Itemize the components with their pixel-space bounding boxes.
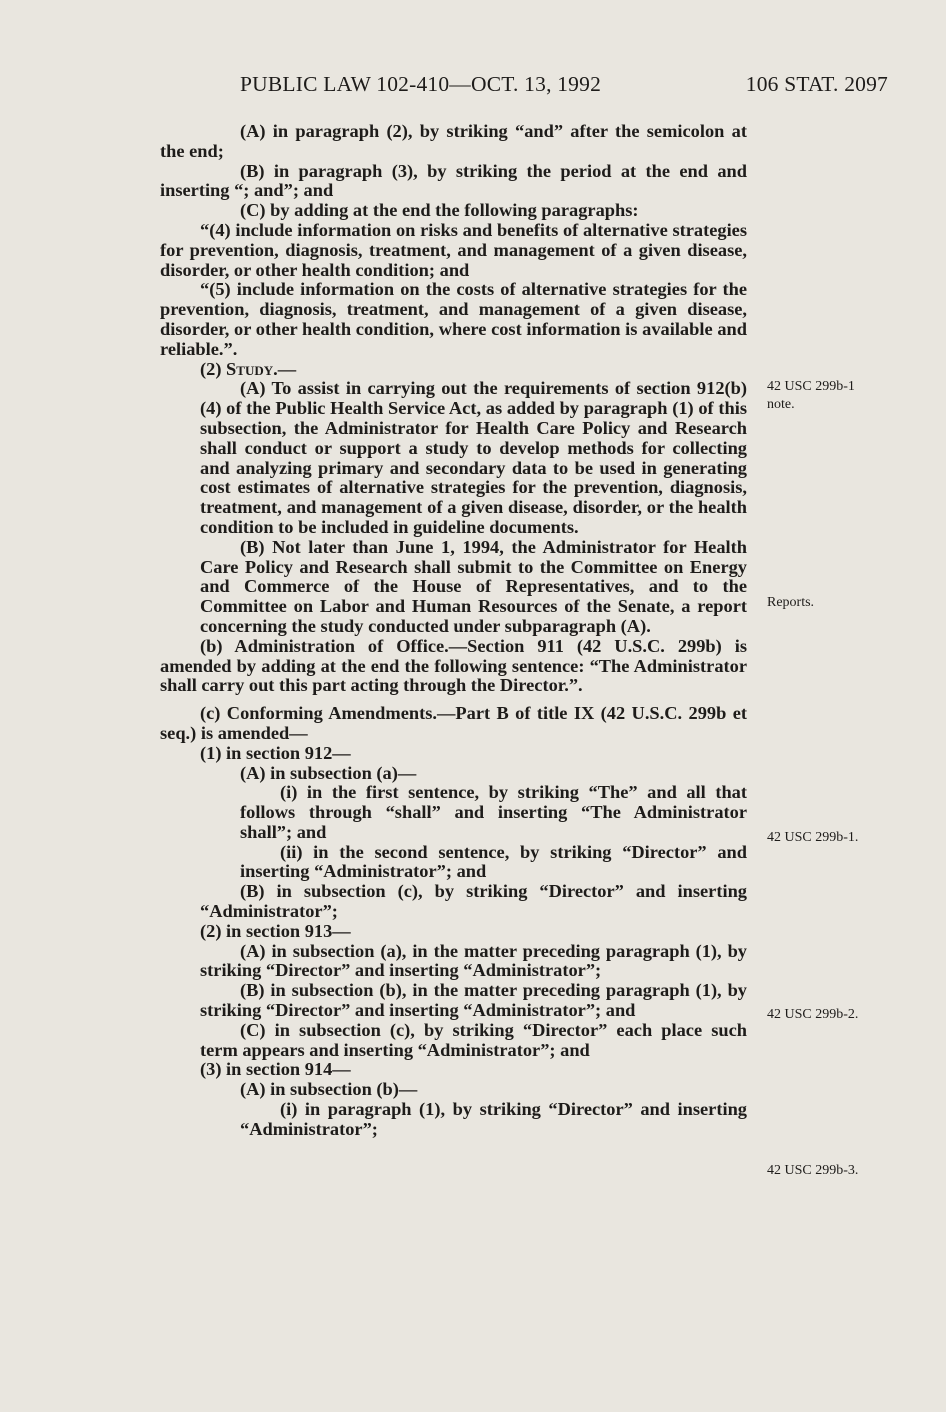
paragraph: (b) Administration of Office.—Section 911 (42 U.S.C. 299b) is amended by adding at the end the following sentence: “The Administrator shall carry out this part acting through the Director.”. [160,635,747,696]
header-title: PUBLIC LAW 102-410—OCT. 13, 1992 [240,72,602,96]
paragraph: (B) in subsection (c), by striking “Director” and inserting “Administrator”; [200,881,747,922]
margin-note-reports: Reports. [767,595,815,610]
paragraph: (ii) in the second sentence, by striking “Director” and inserting “Administrator”; and [240,841,747,882]
document-body [160,122,747,1140]
paragraph: (2) in section 913— [200,920,351,941]
paragraph: (1) in section 912— [200,742,351,763]
margin-note-note: note. [767,397,795,412]
paragraph: (A) in paragraph (2), by striking “and” after the semicolon at the end; [160,121,747,161]
paragraph: (A) in subsection (a), in the matter preceding paragraph (1), by striking “Director” and inserting “Administrator”; [200,940,747,981]
paragraph: (B) Not later than June 1, 1994, the Administrator for Health Care Policy and Research shall submit to the Committee on Energy and Commerce of the House of Representatives, and to the Committee on Labor and Human Resources of the Senate, a report concerning the study conducted under subparagraph (A). [200,536,747,636]
header-page-number: 106 STAT. 2097 [745,72,888,96]
page-header [240,72,888,102]
paragraph: (C) by adding at the end the following paragraphs: [240,200,639,221]
section-heading: (2) Study.— [200,358,297,379]
paragraph: (c) Conforming Amendments.—Part B of title IX (42 U.S.C. 299b et seq.) is amended— [160,703,747,743]
paragraph: (i) in paragraph (1), by striking “Director” and inserting “Administrator”; [240,1099,747,1139]
quoted-paragraph: “(4) include information on risks and benefits of alternative strategies for prevention, diagnosis, treatment, and management of a given disease, disorder, or other health condition; and [160,219,747,280]
paragraph: (i) in the first sentence, by striking “The” and all that follows through “shall” and inserting “The Administrator shall”; and [240,782,747,842]
paragraph: (C) in subsection (c), by striking “Director” each place such term appears and inserting “Administrator”; and [200,1019,747,1060]
paragraph: (A) in subsection (a)— [240,762,417,783]
margin-note-usc-299b-2: 42 USC 299b-2. [767,1007,859,1022]
quoted-paragraph: “(5) include information on the costs of alternative strategies for the prevention, diagnosis, treatment, and management of a given disease, disorder, or other health condition, where cost information is available and reliable.”. [160,279,747,359]
paragraph: (3) in section 914— [200,1059,351,1080]
paragraph: (A) in subsection (b)— [240,1079,418,1100]
margin-note-usc-299b-1: 42 USC 299b-1 [767,379,855,394]
margin-note-usc-299b-3: 42 USC 299b-3. [767,1163,859,1178]
paragraph: (A) To assist in carrying out the requirements of section 912(b)(4) of the Public Health Service Act, as added by paragraph (1) of this subsection, the Administrator for Health Care Policy and Research shall conduct or support a study to develop methods for collecting and analyzing primary and secondary data to be used in generating cost estimates of alternative strategies for the prevention, diagnosis, treatment, and management of a given disease, disorder, or the health condition to be included in guideline documents. [200,378,747,537]
margin-note-usc-299b-1-section: 42 USC 299b-1. [767,830,859,845]
paragraph: (B) in paragraph (3), by striking the period at the end and inserting “; and”; and [160,160,747,201]
paragraph: (B) in subsection (b), in the matter preceding paragraph (1), by striking “Director” and inserting “Administrator”; and [200,980,747,1021]
